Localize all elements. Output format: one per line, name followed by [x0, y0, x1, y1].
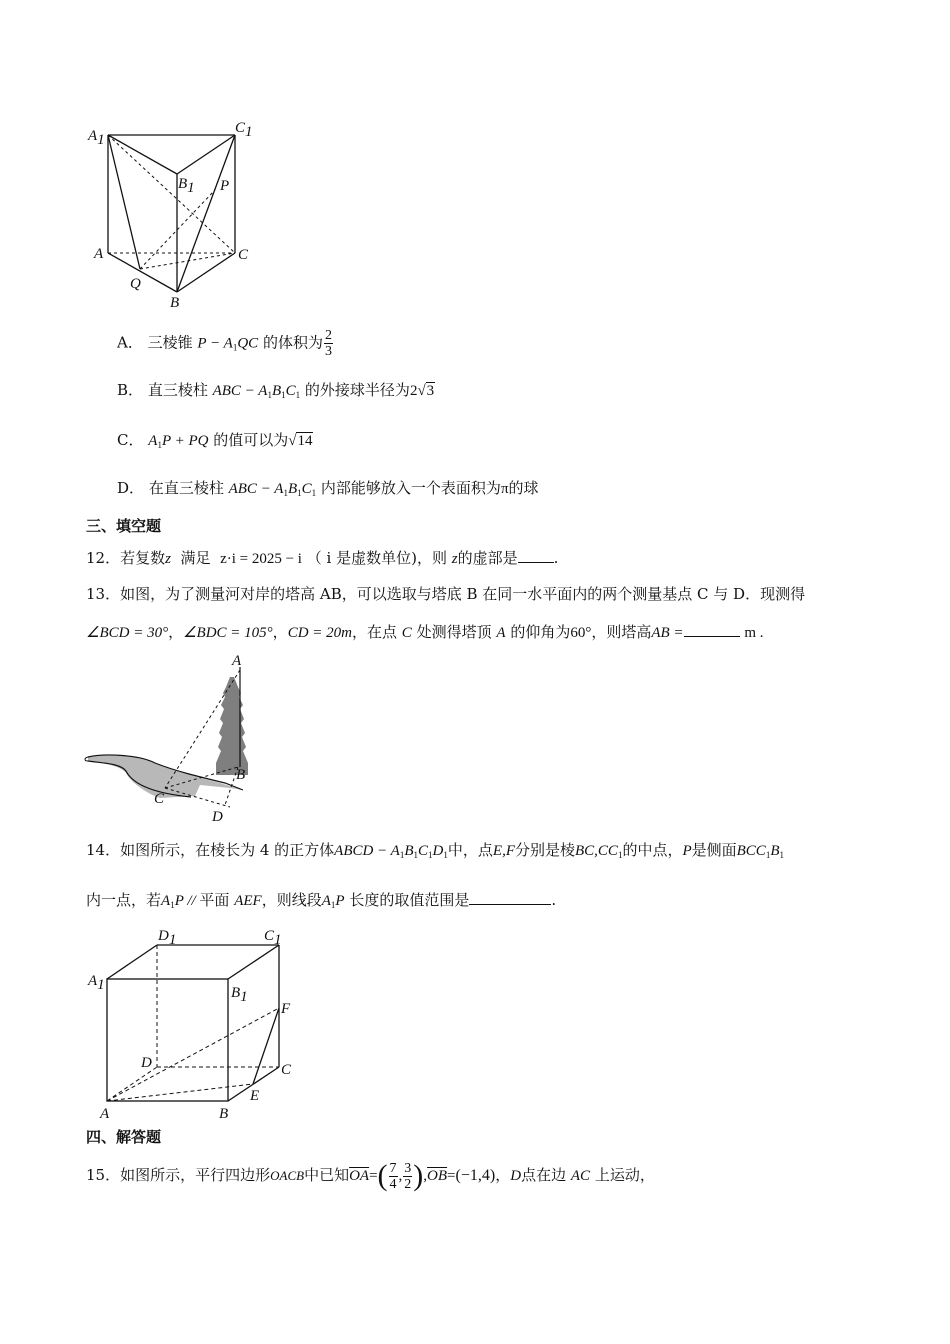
subscript: 1 — [267, 390, 272, 400]
question-text: 平面 — [199, 891, 230, 909]
subscript: 1 — [311, 488, 317, 498]
sqrt-expr: √14 — [288, 433, 313, 449]
question-text: 内一点，若 — [86, 891, 162, 909]
question-text: 中已知 — [304, 1166, 350, 1184]
math-expr: C — [418, 843, 429, 859]
label-B1: B1 — [231, 985, 248, 1005]
math-expr: A — [321, 893, 331, 909]
question-12 — [86, 548, 558, 569]
vector-value: (−1,4) — [455, 1167, 496, 1184]
math-expr: A — [161, 893, 171, 909]
label-A1: A1 — [88, 128, 105, 148]
question-text: 满足 — [180, 549, 211, 567]
subscript: 1 — [232, 342, 238, 353]
numerator: 3 — [404, 1160, 412, 1176]
fraction — [324, 328, 333, 359]
tower-figure — [80, 645, 280, 830]
question-13-line2 — [86, 622, 764, 643]
math-expr: C — [301, 481, 312, 497]
question-number: 12． — [86, 549, 121, 567]
label-B: B — [219, 1106, 229, 1122]
math-expr: B — [404, 843, 414, 859]
math-expr: P − A — [197, 335, 233, 352]
numerator: 7 — [389, 1160, 397, 1176]
sqrt-expr: 2√3 — [409, 383, 435, 399]
punct: ， — [272, 623, 288, 641]
fraction — [389, 1161, 398, 1192]
math-expr: QC — [237, 335, 259, 352]
question-text: ，则塔高 — [591, 623, 652, 641]
equals: = — [369, 1168, 378, 1184]
option-letter: B． — [117, 381, 144, 399]
radicand: 14 — [297, 433, 313, 449]
math-expr: D — [432, 843, 444, 859]
subscript: 1 — [617, 850, 623, 860]
question-text: 的中点， — [622, 841, 683, 859]
label-F: F — [281, 1001, 291, 1017]
question-text: 的虚部是 — [457, 549, 518, 567]
math-expr: AB = — [651, 625, 684, 641]
prism-figure — [80, 110, 280, 320]
question-text: ，则线段 — [261, 891, 322, 909]
fraction — [403, 1161, 412, 1192]
subscript: 1 — [428, 850, 433, 860]
math-var: P — [682, 843, 692, 859]
punct: ， — [495, 1166, 511, 1184]
math-var: D — [510, 1168, 522, 1184]
label-A: A — [100, 1106, 110, 1122]
label-Q: Q — [130, 276, 141, 292]
math-expr: OACB — [270, 1168, 305, 1183]
option-a — [117, 328, 334, 359]
option-text: 的外接球半径为 — [304, 381, 410, 399]
math-expr: AEF — [234, 893, 262, 909]
question-14-line2 — [86, 890, 556, 915]
answer-blank[interactable] — [469, 890, 551, 905]
question-text: 长度的取值范围是 — [349, 891, 470, 909]
denominator: 2 — [404, 1176, 412, 1192]
math-expr: P + PQ — [161, 433, 209, 449]
label-A: A — [232, 653, 242, 669]
label-D1: D1 — [158, 928, 177, 948]
math-expr: P // — [174, 893, 200, 909]
label-C: C — [154, 791, 165, 807]
option-c — [117, 430, 313, 455]
subscript: 1 — [157, 440, 162, 450]
period: . — [551, 891, 557, 909]
section-heading-fill-in: 三、填空题 — [86, 517, 162, 535]
cube-figure — [80, 915, 320, 1125]
question-13-line1: 13．如图，为了测量河对岸的塔高 AB，可以选取与塔底 B 在同一水平面内的两个测量基点 C 与 D．现测得 — [86, 585, 806, 603]
question-text: 分别是棱 — [514, 841, 575, 859]
math-var: z — [165, 551, 171, 567]
label-B: B — [236, 767, 246, 783]
coefficient: 2 — [409, 383, 418, 399]
subscript: 1 — [443, 850, 448, 860]
unit: m . — [744, 625, 764, 641]
question-text: 中，点 — [447, 841, 493, 859]
math-expr: A — [148, 433, 158, 449]
question-text: 的仰角为 — [510, 623, 571, 641]
label-A: A — [94, 246, 104, 262]
answer-blank[interactable] — [518, 548, 554, 563]
math-expr: ABC − A — [212, 383, 268, 399]
radicand: 3 — [426, 383, 435, 399]
subscript: 1 — [283, 488, 288, 498]
period: . — [553, 549, 559, 567]
option-text: 在直三棱柱 — [148, 479, 224, 497]
option-text: 的体积为 — [262, 333, 323, 352]
angle-value: 60° — [570, 625, 592, 641]
label-C1: C1 — [264, 928, 282, 948]
question-text: （ i 是虚数单位)，则 — [306, 549, 447, 567]
subscript: 1 — [399, 850, 405, 860]
vector-OA: $\overline{OA}$ — [349, 1168, 370, 1184]
label-B: B — [170, 295, 180, 311]
math-var: z — [451, 551, 458, 567]
option-text: 直三棱柱 — [147, 381, 208, 399]
label-C: C — [238, 247, 249, 263]
denominator: 4 — [389, 1176, 397, 1192]
subscript: 1 — [413, 850, 419, 860]
question-text: ，在点 — [351, 623, 397, 641]
question-text: 14．如图所示，在棱长为 4 的正方体 — [86, 841, 335, 859]
math-expr: BCC — [736, 843, 766, 859]
label-D: D — [212, 809, 223, 825]
punct: ， — [168, 623, 184, 641]
subscript: 1 — [330, 900, 336, 910]
label-B1: B1 — [178, 176, 195, 196]
math-expr: ABCD − A — [334, 843, 400, 859]
subscript: 1 — [281, 390, 286, 400]
question-text: 点在边 — [521, 1166, 567, 1184]
denominator: 3 — [324, 344, 332, 359]
option-text: 的值可以为 — [213, 431, 289, 449]
pi-symbol: π — [500, 481, 509, 497]
question-text: 是侧面 — [691, 841, 737, 859]
question-text: 处测得塔顶 — [416, 623, 492, 641]
math-expr: P — [335, 893, 345, 909]
equals: = — [447, 1168, 456, 1184]
option-letter: D． — [117, 479, 145, 497]
vector-OB: $\overline{OB}$ — [427, 1168, 448, 1184]
option-text: 三棱锥 — [147, 333, 193, 352]
question-text: 如图所示，平行四边形 — [120, 1166, 271, 1184]
answer-blank[interactable] — [684, 622, 740, 637]
math-expr: E,F — [492, 843, 515, 859]
option-letter: A． — [117, 333, 143, 352]
label-C1: C1 — [235, 120, 253, 140]
section-heading-answer: 四、解答题 — [86, 1128, 162, 1146]
length-expr: CD = 20m — [287, 625, 352, 641]
subscript: 1 — [765, 850, 771, 860]
option-text: 的球 — [508, 479, 539, 497]
math-expr: C — [285, 383, 296, 399]
math-expr: B — [287, 481, 298, 497]
math-var: C — [401, 625, 412, 641]
math-expr: BC,CC — [575, 843, 618, 859]
label-D: D — [141, 1055, 152, 1071]
numerator: 2 — [324, 328, 332, 343]
math-expr: AC — [570, 1168, 591, 1184]
math-expr: B — [271, 383, 282, 399]
label-C: C — [281, 1062, 292, 1078]
question-15: 15．如图所示，平行四边形OACB中已知$\overline{OA}=$( $\frac{7}{4}$ , $\frac{3}{2}$ )$,\overline{OB}=(-1,4)$，D点在边 AC 上运动， — [86, 1159, 655, 1192]
question-text: 若复数 — [120, 549, 166, 567]
question-14-line1 — [86, 840, 784, 865]
question-number: 15． — [86, 1166, 121, 1184]
subscript: 1 — [297, 488, 302, 498]
question-text: 上运动， — [594, 1166, 655, 1184]
subscript: 1 — [170, 900, 175, 910]
option-letter: C． — [117, 431, 144, 449]
angle-expr: ∠BDC = 105° — [183, 625, 273, 641]
option-d — [117, 478, 539, 503]
label-A1: A1 — [88, 973, 105, 993]
subscript: 1 — [295, 390, 301, 400]
math-var: A — [496, 625, 506, 641]
option-b — [117, 380, 435, 405]
math-expr: B — [770, 843, 780, 859]
equation: z·i = 2025 − i — [220, 551, 302, 567]
angle-expr: ∠BCD = 30° — [86, 625, 169, 641]
math-expr: ABC − A — [228, 481, 284, 497]
label-E: E — [250, 1088, 260, 1104]
label-P: P — [220, 178, 230, 194]
option-text: 内部能够放入一个表面积为 — [320, 479, 501, 497]
subscript: 1 — [779, 850, 784, 860]
